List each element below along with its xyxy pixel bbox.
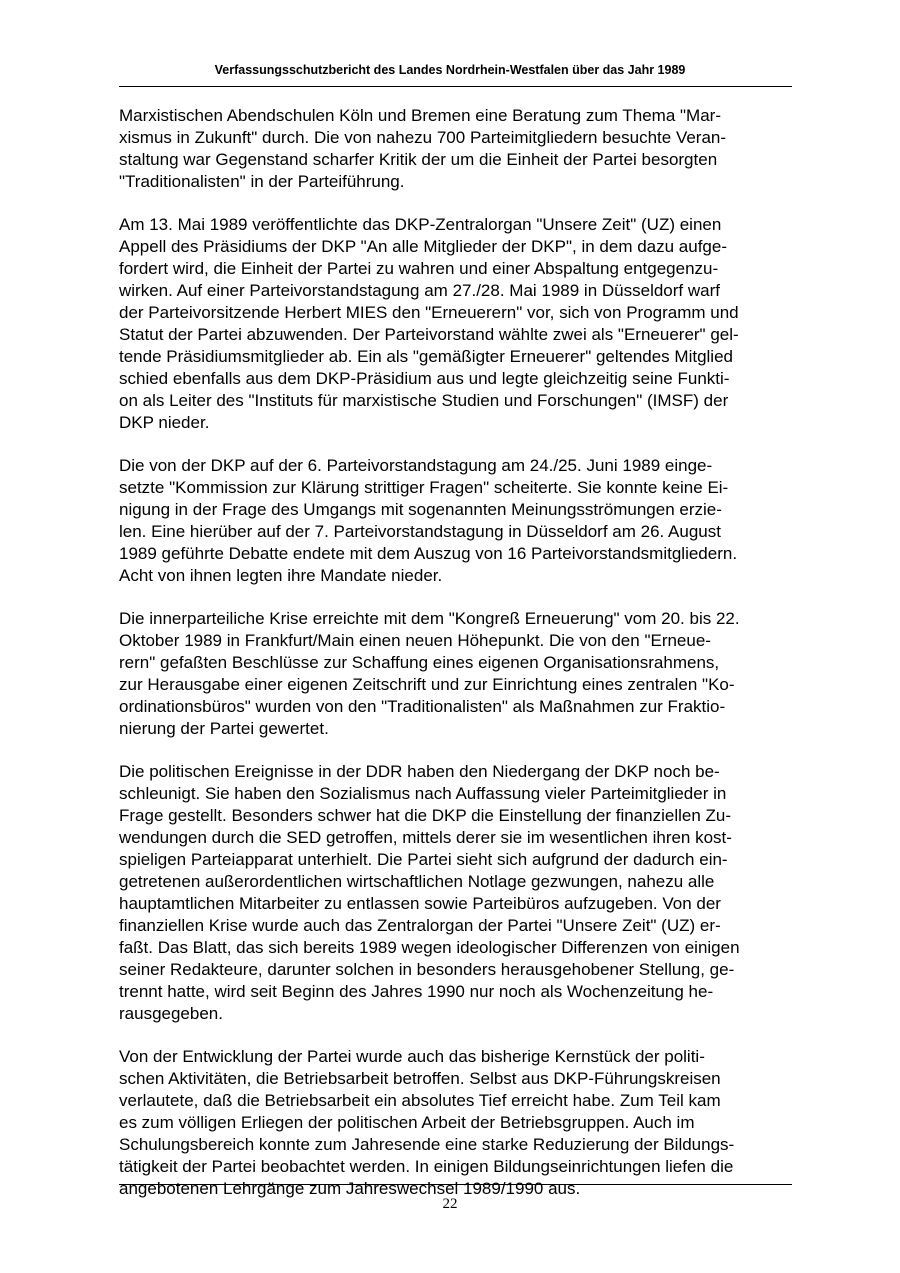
text-line: tende Präsidiumsmitglieder ab. Ein als "gemäßigter Erneuerer" geltendes Mitglied	[119, 347, 733, 366]
text-line: Statut der Partei abzuwenden. Der Parteivorstand wählte zwei als "Erneuerer" gel-	[119, 325, 739, 344]
text-line: Die innerparteiliche Krise erreichte mit dem "Kongreß Erneuerung" vom 20. bis 22.	[119, 609, 740, 628]
text-line: nigung in der Frage des Umgangs mit sogenannten Meinungsströmungen erzie-	[119, 500, 722, 519]
text-line: hauptamtlichen Mitarbeiter zu entlassen sowie Parteibüros aufzugeben. Von der	[119, 894, 721, 913]
text-line: rern" gefaßten Beschlüsse zur Schaffung eines eigenen Organisationsrahmens,	[119, 653, 720, 672]
text-line: Marxistischen Abendschulen Köln und Bremen eine Beratung zum Thema "Mar-	[119, 106, 721, 125]
page-header-title: Verfassungsschutzbericht des Landes Nordrhein-Westfalen über das Jahr 1989	[214, 63, 686, 77]
text-line: der Parteivorsitzende Herbert MIES den "Erneuerern" vor, sich von Programm und	[119, 303, 739, 322]
text-line: Schulungsbereich konnte zum Jahresende eine starke Reduzierung der Bildungs-	[119, 1135, 735, 1154]
text-line: Von der Entwicklung der Partei wurde auch das bisherige Kernstück der politi-	[119, 1047, 705, 1066]
text-line: schied ebenfalls aus dem DKP-Präsidium aus und legte gleichzeitig seine Funkti-	[119, 369, 730, 388]
text-line: zur Herausgabe einer eigenen Zeitschrift und zur Einrichtung eines zentralen "Ko-	[119, 675, 735, 694]
text-line: Am 13. Mai 1989 veröffentlichte das DKP-Zentralorgan "Unsere Zeit" (UZ) einen	[119, 215, 722, 234]
text-line: wendungen durch die SED getroffen, mittels derer sie im wesentlichen ihren kost-	[119, 828, 732, 847]
text-line: on als Leiter des "Instituts für marxistische Studien und Forschungen" (IMSF) der	[119, 391, 729, 410]
paragraph	[119, 455, 792, 587]
text-line: 1989 geführte Debatte endete mit dem Auszug von 16 Parteivorstandsmitgliedern.	[119, 544, 738, 563]
text-line: Frage gestellt. Besonders schwer hat die DKP die Einstellung der finanziellen Zu-	[119, 806, 732, 825]
text-line: "Traditionalisten" in der Parteiführung.	[119, 172, 405, 191]
text-line: nierung der Partei gewertet.	[119, 719, 329, 738]
text-line: Appell des Präsidiums der DKP "An alle Mitglieder der DKP", in dem dazu aufge-	[119, 237, 727, 256]
text-line: ordinationsbüros" wurden von den "Traditionalisten" als Maßnahmen zur Fraktio-	[119, 697, 726, 716]
text-line: rausgegeben.	[119, 1004, 223, 1023]
text-line: setzte "Kommission zur Klärung strittiger Fragen" scheiterte. Sie konnte keine Ei-	[119, 478, 729, 497]
text-line: schen Aktivitäten, die Betriebsarbeit betroffen. Selbst aus DKP-Führungskreisen	[119, 1069, 721, 1088]
text-line: verlautete, daß die Betriebsarbeit ein absolutes Tief erreicht habe. Zum Teil kam	[119, 1091, 721, 1110]
text-line: schleunigt. Sie haben den Sozialismus nach Auffassung vieler Parteimitglieder in	[119, 784, 727, 803]
paragraph	[119, 761, 792, 1025]
footer-rule	[119, 1184, 792, 1185]
paragraph	[119, 1046, 792, 1200]
header-rule	[119, 86, 792, 87]
text-line: spieligen Parteiapparat unterhielt. Die Partei sieht sich aufgrund der dadurch ein-	[119, 850, 728, 869]
text-line: DKP nieder.	[119, 413, 210, 432]
text-line: wirken. Auf einer Parteivorstandstagung am 27./28. Mai 1989 in Düsseldorf warf	[119, 281, 720, 300]
paragraph	[119, 105, 792, 193]
text-line: finanziellen Krise wurde auch das Zentralorgan der Partei "Unsere Zeit" (UZ) er-	[119, 916, 721, 935]
page-number: 22	[442, 1196, 458, 1212]
paragraph	[119, 608, 792, 740]
text-line: xismus in Zukunft" durch. Die von nahezu 700 Parteimitgliedern besuchte Veran-	[119, 128, 727, 147]
text-line: tätigkeit der Partei beobachtet werden. In einigen Bildungseinrichtungen liefen die	[119, 1157, 734, 1176]
text-line: Die von der DKP auf der 6. Parteivorstandstagung am 24./25. Juni 1989 einge-	[119, 456, 713, 475]
text-line: Oktober 1989 in Frankfurt/Main einen neuen Höhepunkt. Die von den "Erneue-	[119, 631, 711, 650]
document-body	[119, 105, 792, 1221]
text-line: Die politischen Ereignisse in der DDR haben den Niedergang der DKP noch be-	[119, 762, 720, 781]
text-line: fordert wird, die Einheit der Partei zu wahren und einer Abspaltung entgegenzu-	[119, 259, 719, 278]
text-line: angebotenen Lehrgänge zum Jahreswechsel 1989/1990 aus.	[119, 1179, 581, 1198]
text-line: getretenen außerordentlichen wirtschaftlichen Notlage gezwungen, nahezu alle	[119, 872, 715, 891]
text-line: seiner Redakteure, darunter solchen in besonders herausgehobener Stellung, ge-	[119, 960, 735, 979]
paragraph	[119, 214, 792, 434]
text-line: staltung war Gegenstand scharfer Kritik der um die Einheit der Partei besorgten	[119, 150, 718, 169]
text-line: faßt. Das Blatt, das sich bereits 1989 wegen ideologischer Differenzen von einigen	[119, 938, 740, 957]
text-line: Acht von ihnen legten ihre Mandate nieder.	[119, 566, 443, 585]
text-line: es zum völligen Erliegen der politischen Arbeit der Betriebsgruppen. Auch im	[119, 1113, 695, 1132]
text-line: trennt hatte, wird seit Beginn des Jahres 1990 nur noch als Wochenzeitung he-	[119, 982, 714, 1001]
text-line: len. Eine hierüber auf der 7. Parteivorstandstagung in Düsseldorf am 26. August	[119, 522, 721, 541]
